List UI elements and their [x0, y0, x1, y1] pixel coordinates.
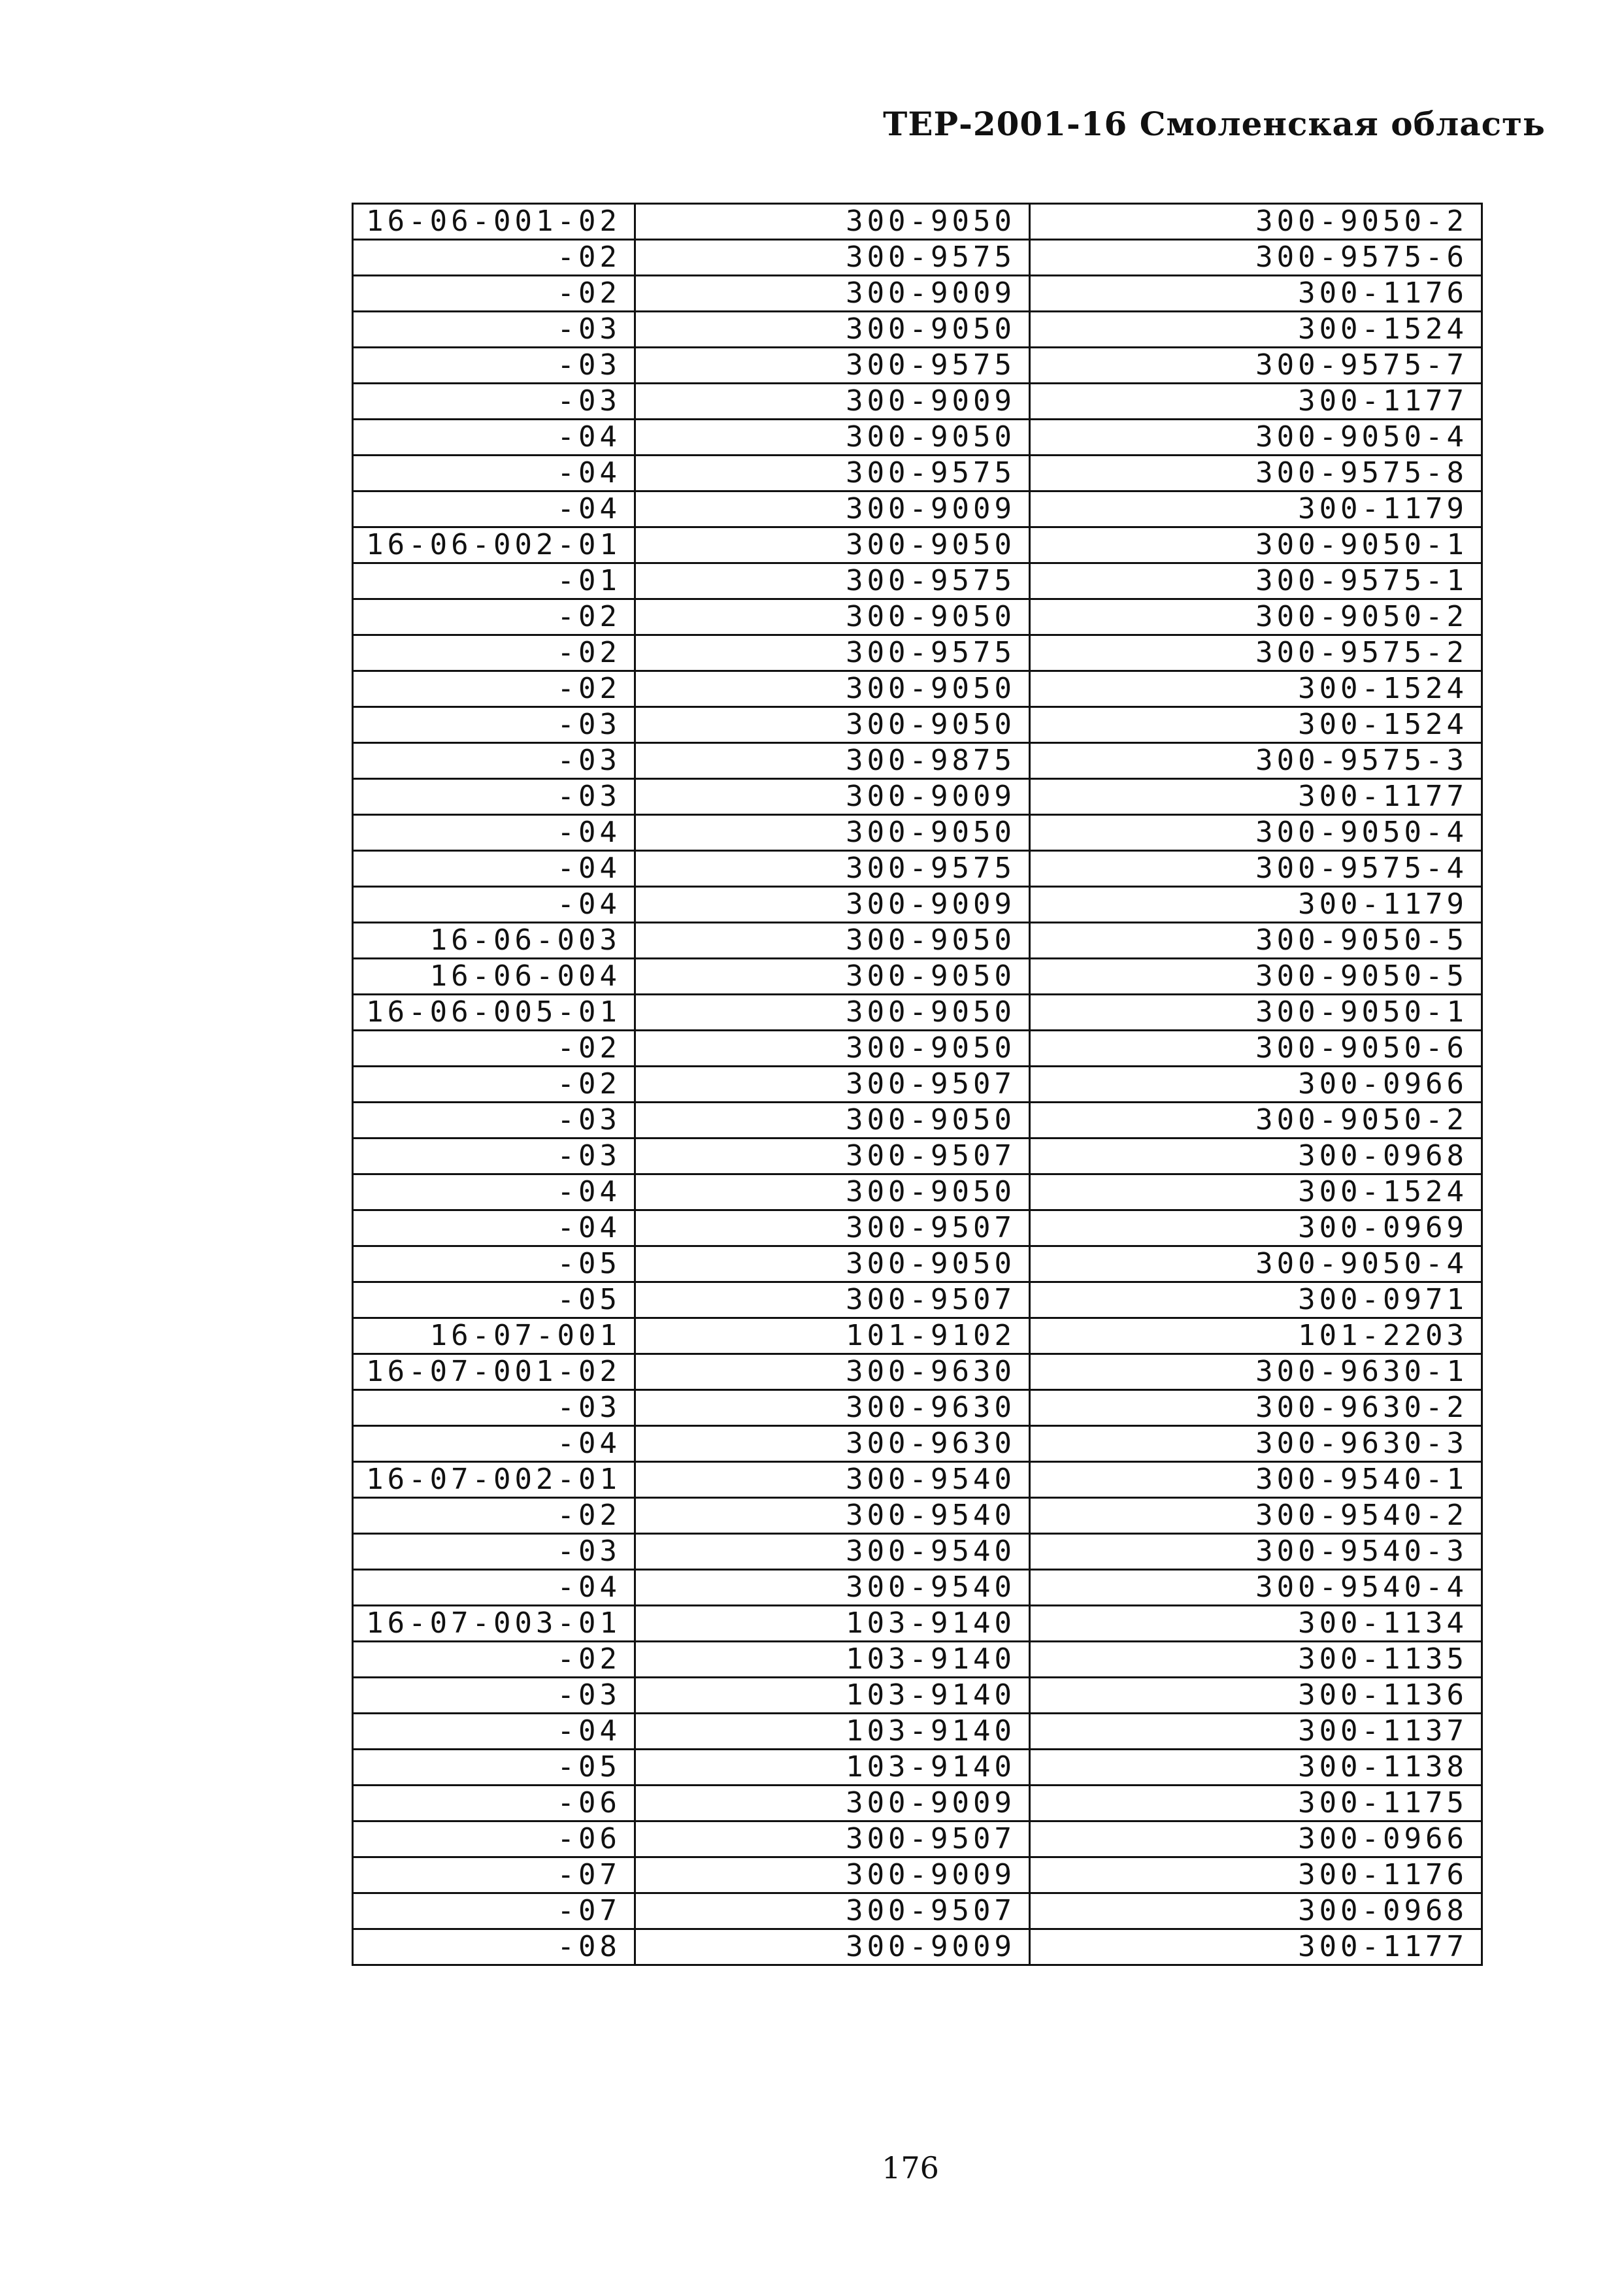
- table-row: [353, 527, 1482, 563]
- resource-code-cell: 300-9009: [635, 779, 1030, 815]
- replacement-code-cell: 300-9575-8: [1030, 456, 1482, 491]
- resource-code-cell: 300-9507: [635, 1210, 1030, 1246]
- replacement-code-cell: 300-0968: [1030, 1139, 1482, 1174]
- replacement-code-cell: 300-0966: [1030, 1821, 1482, 1857]
- replacement-code-cell: 300-0966: [1030, 1067, 1482, 1103]
- replacement-code-cell: 300-9050-2: [1030, 204, 1482, 240]
- rate-code-cell: -03: [353, 779, 635, 815]
- resource-code-cell: 300-9507: [635, 1282, 1030, 1318]
- table-row: [353, 851, 1482, 887]
- rate-code-cell: 16-07-003-01: [353, 1606, 635, 1642]
- codes-table: [352, 203, 1483, 1966]
- replacement-code-cell: 300-1179: [1030, 491, 1482, 527]
- replacement-code-cell: 300-1138: [1030, 1750, 1482, 1786]
- resource-code-cell: 300-9540: [635, 1570, 1030, 1606]
- table-row: [353, 743, 1482, 779]
- replacement-code-cell: 300-9050-5: [1030, 959, 1482, 995]
- rate-code-cell: -03: [353, 1103, 635, 1139]
- table-row: [353, 491, 1482, 527]
- resource-code-cell: 300-9630: [635, 1390, 1030, 1426]
- rate-code-cell: -04: [353, 887, 635, 923]
- rate-code-cell: -07: [353, 1857, 635, 1893]
- replacement-code-cell: 300-9575-3: [1030, 743, 1482, 779]
- resource-code-cell: 300-9009: [635, 887, 1030, 923]
- replacement-code-cell: 300-1134: [1030, 1606, 1482, 1642]
- resource-code-cell: 300-9050: [635, 1246, 1030, 1282]
- resource-code-cell: 103-9140: [635, 1642, 1030, 1678]
- rate-code-cell: -05: [353, 1750, 635, 1786]
- page-title: ТЕР-2001-16 Смоленская область: [883, 105, 1546, 143]
- rate-code-cell: -03: [353, 312, 635, 348]
- rate-code-cell: -03: [353, 1390, 635, 1426]
- rate-code-cell: -03: [353, 384, 635, 420]
- table-row: [353, 707, 1482, 743]
- table-row: [353, 240, 1482, 276]
- resource-code-cell: 300-9540: [635, 1534, 1030, 1570]
- resource-code-cell: 300-9575: [635, 348, 1030, 384]
- resource-code-cell: 300-9630: [635, 1426, 1030, 1462]
- rate-code-cell: -06: [353, 1821, 635, 1857]
- resource-code-cell: 300-9050: [635, 204, 1030, 240]
- replacement-code-cell: 300-9050-4: [1030, 815, 1482, 851]
- table-row: [353, 1390, 1482, 1426]
- rate-code-cell: 16-06-001-02: [353, 204, 635, 240]
- rate-code-cell: -07: [353, 1893, 635, 1929]
- replacement-code-cell: 300-9540-1: [1030, 1462, 1482, 1498]
- replacement-code-cell: 300-9050-6: [1030, 1031, 1482, 1067]
- rate-code-cell: -04: [353, 1174, 635, 1210]
- table-row: [353, 1893, 1482, 1929]
- resource-code-cell: 300-9575: [635, 635, 1030, 671]
- replacement-code-cell: 300-1177: [1030, 384, 1482, 420]
- rate-code-cell: -04: [353, 851, 635, 887]
- table-row: [353, 1750, 1482, 1786]
- rate-code-cell: -06: [353, 1786, 635, 1821]
- replacement-code-cell: 300-1137: [1030, 1714, 1482, 1750]
- rate-code-cell: -03: [353, 743, 635, 779]
- replacement-code-cell: 300-9050-1: [1030, 995, 1482, 1031]
- rate-code-cell: -04: [353, 1570, 635, 1606]
- resource-code-cell: 300-9507: [635, 1821, 1030, 1857]
- rate-code-cell: -02: [353, 1498, 635, 1534]
- table-row: [353, 1498, 1482, 1534]
- resource-code-cell: 300-9875: [635, 743, 1030, 779]
- table-row: [353, 1246, 1482, 1282]
- resource-code-cell: 300-9050: [635, 599, 1030, 635]
- resource-code-cell: 300-9050: [635, 671, 1030, 707]
- replacement-code-cell: 300-9575-2: [1030, 635, 1482, 671]
- resource-code-cell: 101-9102: [635, 1318, 1030, 1354]
- rate-code-cell: 16-06-002-01: [353, 527, 635, 563]
- table-row: [353, 384, 1482, 420]
- rate-code-cell: -02: [353, 1067, 635, 1103]
- rate-code-cell: 16-06-005-01: [353, 995, 635, 1031]
- rate-code-cell: -03: [353, 348, 635, 384]
- table-row: [353, 1282, 1482, 1318]
- resource-code-cell: 300-9050: [635, 815, 1030, 851]
- resource-code-cell: 300-9050: [635, 959, 1030, 995]
- rate-code-cell: -01: [353, 563, 635, 599]
- table-row: [353, 348, 1482, 384]
- table-row: [353, 276, 1482, 312]
- replacement-code-cell: 300-9540-2: [1030, 1498, 1482, 1534]
- replacement-code-cell: 300-1179: [1030, 887, 1482, 923]
- replacement-code-cell: 300-1524: [1030, 1174, 1482, 1210]
- table-row: [353, 599, 1482, 635]
- table-row: [353, 995, 1482, 1031]
- codes-table-container: [352, 203, 1481, 1966]
- rate-code-cell: -04: [353, 815, 635, 851]
- replacement-code-cell: 300-9050-4: [1030, 1246, 1482, 1282]
- table-row: [353, 1210, 1482, 1246]
- table-row: [353, 671, 1482, 707]
- replacement-code-cell: 300-9630-2: [1030, 1390, 1482, 1426]
- rate-code-cell: -03: [353, 707, 635, 743]
- replacement-code-cell: 300-1136: [1030, 1678, 1482, 1714]
- resource-code-cell: 300-9575: [635, 851, 1030, 887]
- rate-code-cell: -02: [353, 635, 635, 671]
- resource-code-cell: 300-9507: [635, 1067, 1030, 1103]
- rate-code-cell: 16-06-003: [353, 923, 635, 959]
- table-row: [353, 959, 1482, 995]
- resource-code-cell: 300-9009: [635, 384, 1030, 420]
- resource-code-cell: 300-9050: [635, 995, 1030, 1031]
- replacement-code-cell: 300-1175: [1030, 1786, 1482, 1821]
- resource-code-cell: 300-9009: [635, 491, 1030, 527]
- table-row: [353, 779, 1482, 815]
- resource-code-cell: 300-9050: [635, 707, 1030, 743]
- replacement-code-cell: 300-9575-7: [1030, 348, 1482, 384]
- replacement-code-cell: 300-9050-2: [1030, 1103, 1482, 1139]
- resource-code-cell: 300-9540: [635, 1498, 1030, 1534]
- table-row: [353, 1354, 1482, 1390]
- resource-code-cell: 300-9050: [635, 1174, 1030, 1210]
- table-row: [353, 1318, 1482, 1354]
- table-row: [353, 1462, 1482, 1498]
- table-row: [353, 1031, 1482, 1067]
- resource-code-cell: 300-9507: [635, 1893, 1030, 1929]
- resource-code-cell: 300-9575: [635, 456, 1030, 491]
- replacement-code-cell: 300-0969: [1030, 1210, 1482, 1246]
- resource-code-cell: 103-9140: [635, 1714, 1030, 1750]
- table-row: [353, 1534, 1482, 1570]
- table-row: [353, 923, 1482, 959]
- rate-code-cell: -05: [353, 1246, 635, 1282]
- table-row: [353, 1821, 1482, 1857]
- table-row: [353, 1139, 1482, 1174]
- page-number: 176: [882, 2150, 939, 2186]
- rate-code-cell: -02: [353, 671, 635, 707]
- rate-code-cell: 16-07-001: [353, 1318, 635, 1354]
- rate-code-cell: -04: [353, 1210, 635, 1246]
- replacement-code-cell: 300-1135: [1030, 1642, 1482, 1678]
- replacement-code-cell: 300-9050-4: [1030, 420, 1482, 456]
- rate-code-cell: -03: [353, 1534, 635, 1570]
- replacement-code-cell: 300-9540-3: [1030, 1534, 1482, 1570]
- replacement-code-cell: 300-9050-2: [1030, 599, 1482, 635]
- rate-code-cell: -02: [353, 1031, 635, 1067]
- resource-code-cell: 300-9009: [635, 276, 1030, 312]
- codes-table-body: [353, 204, 1482, 1965]
- replacement-code-cell: 300-0971: [1030, 1282, 1482, 1318]
- resource-code-cell: 103-9140: [635, 1606, 1030, 1642]
- table-row: [353, 1929, 1482, 1965]
- replacement-code-cell: 300-1177: [1030, 779, 1482, 815]
- resource-code-cell: 103-9140: [635, 1750, 1030, 1786]
- replacement-code-cell: 300-1524: [1030, 312, 1482, 348]
- resource-code-cell: 103-9140: [635, 1678, 1030, 1714]
- rate-code-cell: 16-07-001-02: [353, 1354, 635, 1390]
- replacement-code-cell: 300-9050-5: [1030, 923, 1482, 959]
- replacement-code-cell: 300-1177: [1030, 1929, 1482, 1965]
- table-row: [353, 1606, 1482, 1642]
- rate-code-cell: -04: [353, 491, 635, 527]
- replacement-code-cell: 300-9630-1: [1030, 1354, 1482, 1390]
- replacement-code-cell: 300-1524: [1030, 707, 1482, 743]
- replacement-code-cell: 300-9540-4: [1030, 1570, 1482, 1606]
- rate-code-cell: -03: [353, 1139, 635, 1174]
- table-row: [353, 635, 1482, 671]
- resource-code-cell: 300-9575: [635, 240, 1030, 276]
- rate-code-cell: -08: [353, 1929, 635, 1965]
- rate-code-cell: 16-07-002-01: [353, 1462, 635, 1498]
- table-row: [353, 1678, 1482, 1714]
- rate-code-cell: -04: [353, 420, 635, 456]
- replacement-code-cell: 300-1176: [1030, 1857, 1482, 1893]
- table-row: [353, 312, 1482, 348]
- replacement-code-cell: 300-9575-4: [1030, 851, 1482, 887]
- table-row: [353, 1174, 1482, 1210]
- table-row: [353, 1426, 1482, 1462]
- replacement-code-cell: 300-1176: [1030, 276, 1482, 312]
- table-row: [353, 563, 1482, 599]
- rate-code-cell: 16-06-004: [353, 959, 635, 995]
- rate-code-cell: -04: [353, 1426, 635, 1462]
- table-row: [353, 1067, 1482, 1103]
- table-row: [353, 456, 1482, 491]
- table-row: [353, 420, 1482, 456]
- rate-code-cell: -05: [353, 1282, 635, 1318]
- replacement-code-cell: 300-9050-1: [1030, 527, 1482, 563]
- resource-code-cell: 300-9009: [635, 1929, 1030, 1965]
- rate-code-cell: -04: [353, 456, 635, 491]
- resource-code-cell: 300-9507: [635, 1139, 1030, 1174]
- resource-code-cell: 300-9050: [635, 923, 1030, 959]
- resource-code-cell: 300-9575: [635, 563, 1030, 599]
- resource-code-cell: 300-9050: [635, 1103, 1030, 1139]
- rate-code-cell: -04: [353, 1714, 635, 1750]
- replacement-code-cell: 300-9630-3: [1030, 1426, 1482, 1462]
- resource-code-cell: 300-9540: [635, 1462, 1030, 1498]
- resource-code-cell: 300-9009: [635, 1786, 1030, 1821]
- rate-code-cell: -03: [353, 1678, 635, 1714]
- table-row: [353, 815, 1482, 851]
- resource-code-cell: 300-9050: [635, 420, 1030, 456]
- table-row: [353, 887, 1482, 923]
- resource-code-cell: 300-9050: [635, 527, 1030, 563]
- replacement-code-cell: 300-0968: [1030, 1893, 1482, 1929]
- table-row: [353, 1786, 1482, 1821]
- resource-code-cell: 300-9630: [635, 1354, 1030, 1390]
- table-row: [353, 1857, 1482, 1893]
- rate-code-cell: -02: [353, 1642, 635, 1678]
- resource-code-cell: 300-9050: [635, 1031, 1030, 1067]
- resource-code-cell: 300-9009: [635, 1857, 1030, 1893]
- replacement-code-cell: 101-2203: [1030, 1318, 1482, 1354]
- rate-code-cell: -02: [353, 599, 635, 635]
- replacement-code-cell: 300-9575-6: [1030, 240, 1482, 276]
- rate-code-cell: -02: [353, 276, 635, 312]
- rate-code-cell: -02: [353, 240, 635, 276]
- table-row: [353, 1570, 1482, 1606]
- replacement-code-cell: 300-1524: [1030, 671, 1482, 707]
- table-row: [353, 1714, 1482, 1750]
- resource-code-cell: 300-9050: [635, 312, 1030, 348]
- table-row: [353, 204, 1482, 240]
- table-row: [353, 1642, 1482, 1678]
- table-row: [353, 1103, 1482, 1139]
- replacement-code-cell: 300-9575-1: [1030, 563, 1482, 599]
